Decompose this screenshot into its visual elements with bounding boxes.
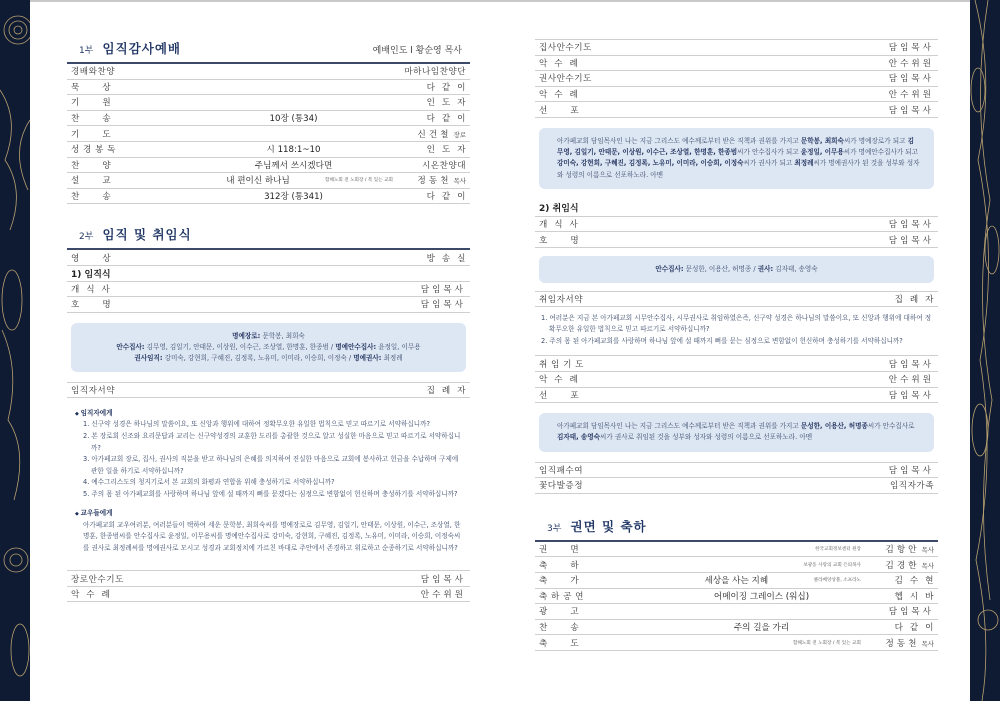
row-label: 취임자서약 [539,294,584,305]
row-label: 장로안수기도 [71,574,124,585]
order-row [67,587,470,603]
row-label: 권사안수기도 [539,74,592,85]
vow-item: 4. 예수그리스도의 청지기로서 본 교회의 화평과 연합을 위해 충성하기로 서약하십니까? [83,478,335,487]
order-row [67,142,470,158]
row-person: 방 송 실 [426,253,466,264]
floral-border-right [970,0,1000,701]
proclamation-segment: 씨가 안수집사가 되고 [737,148,801,157]
person-name: 정동천 [417,176,452,187]
part3-header [535,516,938,542]
person-title: 목사 [921,639,934,648]
proclaimed-names: 김무영, 김일기, 안태문, 이상원, 이수근, 조상열, 한명훈, 한종범 [557,136,914,157]
row-affiliation: 보광동 사랑의 교회 은퇴목사 [803,562,861,568]
order-row [535,589,938,605]
installation-final-list [535,462,938,494]
person-name: 담임목사 [420,300,466,311]
installation-names-box [539,256,934,283]
order-row-video [67,250,470,266]
box-line [83,342,454,353]
vows-members-heading: ◆ 교우들에게 [75,508,464,520]
row-label: 개 식 사 [539,220,579,231]
row-label: 꽃다발증정 [539,481,584,492]
order-row [67,297,470,313]
person-title: 목사 [921,561,934,570]
row-person [396,112,466,124]
row-person [864,605,934,617]
box-bold-text: 명예권사: [353,354,382,363]
person-name: 다 같 이 [894,623,934,633]
row-person: 집 례 자 [426,386,466,397]
person-title: 장로 [453,130,466,139]
proclamation-segment: 아가페교회 담임목사인 나는 지금 그리스도 예수께로부터 받은 직책과 권위를 가지고 [557,136,801,145]
person-name: 안수위원 [420,590,466,601]
row-person [396,81,466,93]
person-name: 다 같 이 [426,82,466,93]
proclamation-segment: 씨가 권사로 취임된 것을 성부와 성자와 성령의 이름으로 선포하노라. 아멘 [600,433,813,442]
row-label: 광 고 [539,607,580,618]
person-name: 담임목사 [420,574,466,585]
vows-to-members [67,500,470,554]
proclaimed-names: 강미숙, 강현희, 구혜진, 김정록, 노유미, 이미라, 이승희, 이정숙 [557,159,744,168]
row-label: 경배와찬양 [71,67,116,78]
row-label: 임직자서약 [71,386,116,397]
row-label: 찬 송 [71,192,112,203]
row-person [864,621,934,633]
vows-members-text: 아가페교회 교우여러분, 여러분들이 택하여 세운 문학봉, 최희숙씨를 명예장로로 김무영, 김일기, 안태문, 이상원, 이수근, 조상열, 한명훈, 한종범씨를 안수집사로 윤정일, 이무용씨를 명예안수집사로 강미숙, 강현희, 구혜진, 김정록, 노유미, 이미라, 이승희, 이정숙씨를 권사로 최정례씨를 명예권사로 모시고 성경과 교회정치에 가르친 바대로 주안에서 존경하고 위로하고 순종하기로 서약하십니까? [83,520,461,552]
row-label: 개 식 사 [71,284,111,295]
proclamation-segment: 씨가 권사가 되고 [743,159,795,168]
person-name: 담임목사 [888,607,934,618]
proclamation-segment: 씨가 명예권사가 된 것을 성부와 성자와 성령의 이름으로 선포하노라. 아멘 [557,159,920,179]
row-label: 악 수 례 [539,375,579,386]
proclaimed-names: 문학봉, 최희숙 [800,136,844,145]
row-person [864,543,934,555]
row-person [864,464,934,476]
person-name: 담임목사 [888,465,934,476]
order-row [67,189,470,205]
order-row [67,111,470,127]
box-text: 김자태, 송영숙 [773,264,818,273]
row-label: 집사안수기도 [539,43,592,54]
person-name: 담임목사 [888,390,934,401]
order-row [535,620,938,636]
row-content: 주의 길을 가리 [733,623,790,633]
row-person [864,479,934,491]
row-label: 묵 상 [71,82,112,93]
person-name: 안수위원 [888,90,934,101]
row-label: 악 수 례 [539,90,579,101]
row-person [864,637,934,649]
row-content: 시 118:1~10 [266,145,321,156]
row-person [396,143,466,155]
row-content: 312장 (통341) [264,192,323,203]
order-row [535,232,938,248]
officer-vow-list [73,419,464,500]
person-name: 안수위원 [888,375,934,386]
person-name: 담임목사 [420,284,466,295]
row-content: 10장 (통34) [269,114,318,125]
vow-item: 3. 아가페교회 장로, 집사, 권사의 직분을 받고 하나님의 은혜를 의지하여 진실한 마음으로 교회에 봉사하고 헌금을 수납하며 구제에 관한 일을 하기로 서약하십니까? [83,455,459,475]
row-person [396,128,466,140]
part1-title: 임직감사예배 [102,41,181,56]
row-label: 축 하 공 연 [539,591,584,602]
part2-title: 임직 및 취임식 [102,227,192,243]
person-title: 목사 [921,546,934,555]
person-name: 다 같 이 [426,192,466,203]
row-label: 설 교 [71,176,112,187]
proclaimed-names: 문성한, 이용산, 허명종 [800,422,868,431]
row-label: 찬 송 [539,623,580,633]
person-name: 담임목사 [888,105,934,116]
part1-header [67,38,470,64]
order-row [535,87,938,103]
person-name: 김 수 현 [894,576,934,587]
order-row-install-vows [535,291,938,307]
row-content: 어메이징 그레이스 (워십) [713,591,810,602]
right-page [535,39,938,701]
ordination-heading: 1) 임직식 [71,269,111,280]
order-row [535,573,938,589]
row-person [396,298,466,310]
row-person [396,283,466,295]
row-person: 집 례 자 [894,294,934,305]
order-row [535,356,938,372]
row-label: 취 임 기 도 [539,359,584,370]
proclaimed-names: 최정례 [794,159,814,168]
row-person [864,88,934,100]
box-line [83,331,454,342]
box-text: 문학봉, 최희숙 [260,331,305,340]
row-label: 악 수 례 [71,590,111,601]
row-person [396,65,466,77]
order-row [67,571,470,587]
ordination-order-list [67,282,470,313]
part3-number: 3부 [547,523,562,534]
row-person [864,218,934,230]
box-text: 최정례 [381,354,403,363]
person-name: 헵 시 바 [894,591,934,602]
row-content: 세상을 사는 지혜 [704,576,769,587]
person-name: 담임목사 [888,43,934,54]
part1-number: 1부 [79,46,94,56]
part2-number: 2부 [79,232,94,243]
person-name: 정동천 [885,638,920,649]
vow-item: 1. 여러분은 지금 본 아가페교회 시무안수집사, 시무권사로 취임하였은즉, 신구약 성경은 하나님의 말씀이요, 또 신앙과 행위에 대하여 정확무오한 유일한 법칙으로 믿고 따르기로 서약하십니까? [541,313,932,334]
left-page [67,38,470,701]
row-label: 선 포 [539,105,580,116]
order-row [67,126,470,142]
row-label: 축 가 [539,576,580,587]
box-bold-text: 안수집사: [655,264,684,273]
box-line [551,264,922,275]
part3-order-list [535,542,938,651]
row-label: 축 도 [539,638,580,649]
person-name: 담임목사 [888,74,934,85]
person-name: 김경한 [885,560,920,571]
row-person [396,588,466,600]
installation-vow-list [541,313,932,348]
vow-item: 5. 주의 몸 된 아가페교회를 사랑하며 하나님 앞에 설 때까지 뼈를 묻겠다는 심정으로 변함없이 헌신하며 충성하기를 서약하십니까? [83,489,458,498]
box-bold-text: 권사임직: [134,354,163,363]
row-label: 영 상 [71,253,112,264]
order-row-vows [67,382,470,398]
person-name: 마하나임찬양단 [404,67,466,78]
person-name: 인 도 자 [426,98,466,109]
ordination-prayer-list-right [535,39,938,118]
row-label: 찬 양 [71,160,112,171]
ordination-heading-row [67,266,470,282]
row-person [864,41,934,53]
proclamation-segment: 씨가 명예안수집사가 되고 [843,148,919,157]
person-name: 임직자가족 [889,481,934,492]
proclaimed-names: 윤정일, 이무용 [800,148,844,157]
box-text: 윤정일, 이무용 [376,342,421,351]
order-row [67,158,470,174]
box-bold-text: 명예안수집사: [335,342,377,351]
order-row [535,217,938,233]
row-label: 선 포 [539,390,580,401]
row-label: 호 명 [71,300,112,311]
part1-order-list [67,64,470,204]
installation-heading-row [535,199,938,217]
proclaimed-names: 김자태, 송영숙 [557,433,601,442]
row-person [396,96,466,108]
person-title: 목사 [453,177,466,186]
order-row [535,557,938,573]
row-person [864,559,934,571]
installation-after-list [535,355,938,403]
box-bold-text: 명예장로: [232,331,261,340]
row-label: 성 경 봉 독 [71,145,116,156]
row-label: 호 명 [539,235,580,246]
order-row [535,71,938,87]
part3-title: 권면 및 축하 [570,518,647,534]
part1-title-group [79,38,181,57]
box-bold-text: 권사: [757,264,774,273]
order-row [67,64,470,80]
row-affiliation: 한국교회정보센터 원장 [815,547,861,553]
person-name: 다 같 이 [426,114,466,125]
person-name: 안수위원 [888,58,934,69]
box-bold-text: 안수집사: [116,342,145,351]
row-content: 주님께서 쓰시겠다면 [254,160,333,171]
order-row [535,635,938,651]
person-name: 담임목사 [888,359,934,370]
vows-officers-heading: ◆ 임직자에게 [75,408,464,420]
row-label: 권 면 [539,545,580,556]
vow-item: 2. 본 장로회 신조와 요리문답과 교리는 신구약성경의 교훈한 도리를 총괄한 것으로 알고 성실한 마음으로 믿고 따르기로 서약하십니까? [83,431,461,452]
ordination-prayer-list-left [67,570,470,602]
order-row [67,80,470,96]
part2-header [67,224,470,250]
order-row [535,388,938,404]
installation-order-list [535,217,938,248]
installation-vows [535,307,938,348]
order-row [67,282,470,298]
floral-border-left [0,0,30,701]
vows-to-officers [67,398,470,500]
row-person [396,174,466,186]
row-label: 임직패수여 [539,465,584,476]
row-person [864,389,934,401]
part1-leader: 예배인도 l 황순영 목사 [372,46,462,56]
row-person [864,373,934,385]
person-name: 김항안 [885,545,920,556]
row-person [864,358,934,370]
order-row [535,56,938,72]
box-text: 문성한, 이용산, 허명종 / [683,264,758,273]
order-row [67,173,470,189]
installation-heading: 2) 취임식 [539,203,579,214]
row-person [396,573,466,585]
row-affiliation: 클라베앙상블, 소프라노 [813,578,861,584]
part2-title-group [79,224,192,243]
person-name: 담임목사 [888,235,934,246]
box-line [83,353,454,364]
row-affiliation: 함해노회 전 노회장 / 복 있는 교회 [325,178,393,184]
bulletin-spread [30,2,970,701]
box-text: 김무영, 김일기, 안태문, 이상원, 이수근, 조상열, 한명훈, 한종범 / [144,342,336,351]
row-person [864,57,934,69]
proclamation-segment: 씨가 안수집사로 [867,422,915,431]
proclamation-text [557,136,920,181]
row-affiliation: 함해노회 전 노회장 / 복 있는 교회 [793,640,861,646]
row-person [864,574,934,586]
row-label: 기 도 [71,129,112,140]
person-name: 인 도 자 [426,145,466,156]
row-label: 축 하 [539,560,580,571]
proclamation-segment: 씨가 명예장로가 되고 [843,136,908,145]
person-name: 신건철 [417,129,452,140]
order-row [67,95,470,111]
installation-proclamation-box [539,413,934,451]
row-person [396,190,466,202]
order-row [535,478,938,494]
row-person [864,590,934,602]
row-label: 기 원 [71,98,112,109]
order-row [535,604,938,620]
order-row [535,542,938,558]
proclamation-text [557,421,920,443]
order-row [535,463,938,479]
row-label: 찬 송 [71,114,112,125]
row-content: 내 편이신 하나님 [226,176,290,187]
person-name: 담임목사 [888,220,934,231]
vow-item: 2. 주의 몸 된 아가페교회를 사랑하며 하나님 앞에 설 때까지 뼈를 묻는 심정으로 변함없이 헌신하며 충성하기를 서약하십니까? [541,336,903,345]
row-label: 악 수 례 [539,58,579,69]
row-person [864,104,934,116]
row-person [864,234,934,246]
ordination-proclamation-box [539,128,934,189]
vow-item: 1. 신구약 성경은 하나님의 말씀이요, 또 신앙과 행위에 대하여 정확무오한 유일한 법칙으로 믿고 따르기로 서약하십니까? [83,420,430,429]
order-row [535,372,938,388]
ordination-names-box [71,323,466,373]
row-person [864,72,934,84]
part3-title-group [547,516,647,535]
person-name: 시온찬양대 [421,160,466,171]
row-person [396,159,466,171]
order-row [535,40,938,56]
box-text: 강미숙, 강현희, 구혜진, 김정록, 노유미, 이미라, 이승희, 이정숙 / [162,354,354,363]
proclamation-segment: 아가페교회 담임목사인 나는 지금 그리스도 예수께로부터 받은 직책과 권위를 가지고 [557,422,801,431]
order-row [535,102,938,118]
